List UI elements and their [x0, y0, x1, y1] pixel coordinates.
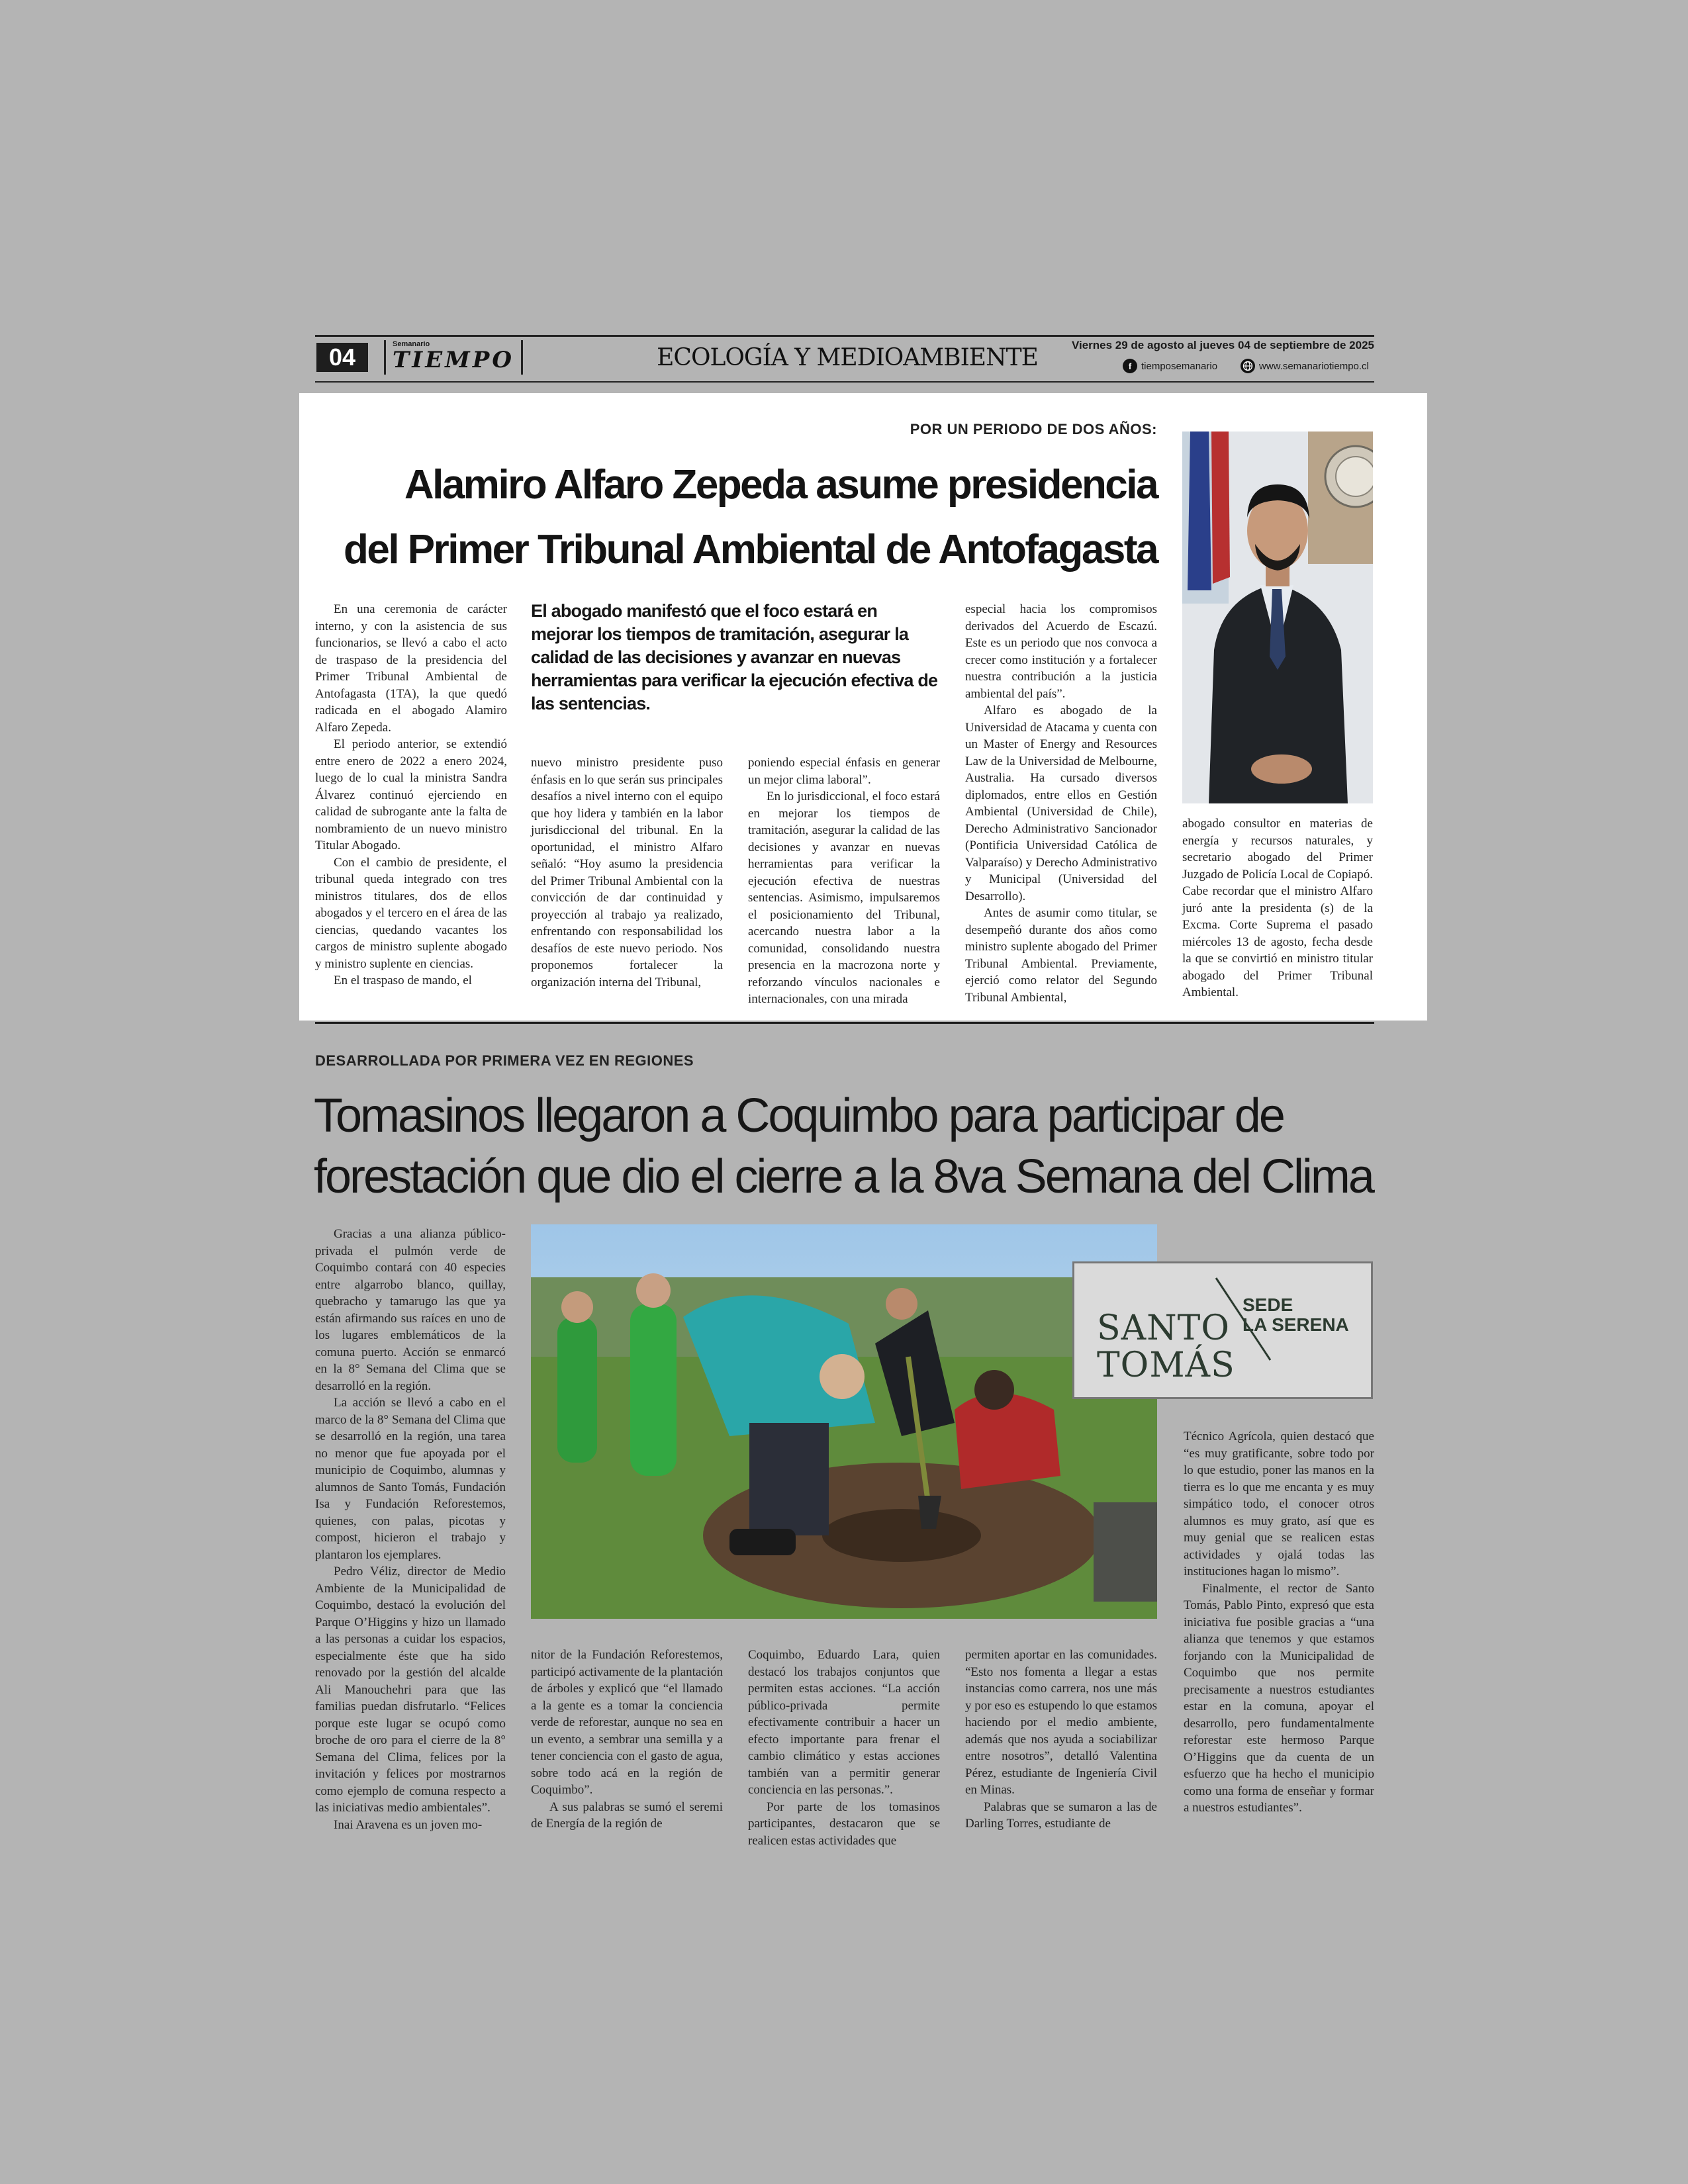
- article2-kicker: DESARROLLADA POR PRIMERA VEZ EN REGIONES: [315, 1052, 694, 1069]
- paragraph: permiten aportar en las comunidades. “Esto nos fomenta a llegar a estas instancias como carrera, nos une más y por eso es estupendo lo que estamos haciendo por el medio ambiente, además que nos ayuda a sociabilizar entre nosotros”, detalló Valentina Pérez, estudiante de Ingeniería Civil en Minas.: [965, 1648, 1157, 1797]
- logo-name: [1097, 1310, 1235, 1384]
- santo-tomas-logo: [1072, 1261, 1373, 1399]
- logo-line2: TOMÁS: [1097, 1345, 1235, 1385]
- article2-col4: [965, 1647, 1157, 1833]
- article1-lead: El abogado manifestó que el foco estará en mejorar los tiempos de tramitación, asegurar la calidad de las decisiones y avanzar en nuevas herramientas para verificar la ejecución efectiva de las sentencias.: [531, 601, 938, 713]
- paragraph: Inai Aravena es un joven mo-: [334, 1817, 483, 1832]
- paragraph: Antes de asumir como titular, se desempeñó durante dos años como ministro suplente abogado del Primer Tribunal Ambiental. Previamente, ejerció como relator del Segundo Tribunal Ambiental,: [965, 906, 1157, 1005]
- website: [1241, 359, 1369, 373]
- paragraph: Con el cambio de presidente, el tribunal queda integrado con tres ministros titulares, dos de ellos abogados y el tercero en el área de las ciencias, quedando vacantes los cargos de ministro suplente abogado y ministro suplente en ciencias.: [315, 855, 507, 971]
- paragraph: La acción se llevó a cabo en el marco de la 8° Semana del Clima que se desarrolló en la región, una tarea no menor que fue apoyada por el municipio de Coquimbo, alumnas y alumnos de Santo Tomás, Fundación Isa y Fundación Reforestemos, quienes, con palas, picotas y compost, hicieron el trabajo y plantaron los ejemplares.: [315, 1396, 506, 1562]
- article2-col1: [315, 1226, 506, 1833]
- paragraph: Gracias a una alianza público-privada el pulmón verde de Coquimbo contará con 40 especies entre algarrobo blanco, quillay, quebracho y tamarugo las que ya están afirmando sus raíces en uno de los lugares emblemáticos de la comuna puerto. Acción se enmarcó en la 8° Semana del Clima que se desarrolló en la región.: [315, 1227, 506, 1393]
- portrait-photo: [1182, 432, 1373, 803]
- facebook-handle: [1123, 359, 1217, 373]
- article2-headline-line1: Tomasinos llegaron a Coquimbo para participar de: [314, 1089, 1284, 1142]
- paragraph: En una ceremonia de carácter interno, y con la asistencia de sus funcionarios, se llevó a cabo el acto de traspaso de la presidencia del Primer Tribunal Ambiental de Antofagasta (1TA), la que quedó radicada en el abogado Alamiro Alfaro Zepeda.: [315, 602, 507, 735]
- paragraph: Finalmente, el rector de Santo Tomás, Pablo Pinto, expresó que esta iniciativa fue posible gracias a “una alianza que tenemos y que estamos forjando con la Municipalidad de Coquimbo que nos permite precisamente a nuestros estudiantes estar en la comuna, apoyar el desarrollo, pero fundamentalmente reforestar este hermoso Parque O’Higgins que da cuenta de un esfuerzo que ha hecho el municipio como una forma de enseñar y formar a nuestros estudiantes”.: [1184, 1581, 1374, 1815]
- article1-col2: [531, 754, 723, 991]
- article1-kicker: POR UN PERIODO DE DOS AÑOS:: [910, 421, 1157, 437]
- paragraph: Por parte de los tomasinos participantes, destacaron que se realicen estas actividades que: [748, 1799, 940, 1848]
- paragraph: abogado consultor en materias de energía y recursos naturales, y secretario abogado del Primer Juzgado de Policía Local de Copiapó. Cabe recordar que el ministro Alfaro juró ante la presidenta (s) de la Excma. Corte Suprema el pasado miércoles 13 de agosto, fecha desde la que se convirtió en ministro titular abogado del Primer Tribunal Ambiental.: [1182, 817, 1373, 999]
- masthead-small: Semanario: [393, 340, 430, 348]
- masthead-brand: TIEMPO: [393, 347, 514, 373]
- paragraph: Coquimbo, Eduardo Lara, quien destacó los trabajos conjuntos que permiten estas acciones. “La acción público-privada permite efectivamente contribuir a hacer un efecto importante para frenar el cambio climático y estas acciones también van a permitir generar conciencia en las personas.”.: [748, 1648, 940, 1797]
- paragraph: En lo jurisdiccional, el foco estará en mejorar los tiempos de tramitación, asegurar la calidad de las decisiones y avanzar en nuevas herramientas para verificar la ejecución efectiva de nuestras sentencias. Asimismo, impulsaremos el posicionamiento del Tribunal, acercando nuestra labor a la comunidad, consolidando nuestra presencia en la macrozona norte y reforzando vínculos nacionales e internacionales, con una mirada: [748, 790, 940, 1006]
- page-number: 04: [316, 343, 368, 372]
- header-bottom-rule: [315, 381, 1374, 383]
- article1-headline-line1: Alamiro Alfaro Zepeda asume presidencia: [404, 462, 1157, 508]
- article2-headline: [314, 1085, 1399, 1207]
- article1-col3: [748, 754, 940, 1008]
- logo-line1: SANTO: [1097, 1308, 1230, 1348]
- article-tribunal: [299, 393, 1427, 1021]
- paragraph: especial hacia los compromisos derivados del Acuerdo de Escazú. Este es un periodo que nos convoca a crecer como institución y a fortalecer nuestra contribución a la justicia ambiental del país”.: [965, 602, 1157, 701]
- masthead: [384, 340, 523, 375]
- article1-headline-line2: del Primer Tribunal Ambiental de Antofagasta: [344, 527, 1157, 572]
- article1-col1: [315, 601, 507, 989]
- article-divider: [315, 1022, 1374, 1024]
- paragraph: nitor de la Fundación Reforestemos, participó activamente de la plantación de árboles y explicó que “el llamado a la gente es a tomar la conciencia verde de reforestar, aunque no sea en un evento, a sembrar una semilla y a tener conciencia con el gasto de agua, sobre todo acá en la región de Coquimbo”.: [531, 1648, 723, 1797]
- paragraph: El periodo anterior, se extendió entre enero de 2022 a enero 2024, luego de lo cual la ministra Sandra Álvarez continuó ejerciendo en calidad de subrogante ante la falta de nombramiento de un nuevo ministro Titular Abogado.: [315, 737, 507, 852]
- article2-col2: [531, 1647, 723, 1833]
- tree-planting-photo: [531, 1224, 1157, 1619]
- article2-col3: [748, 1647, 940, 1849]
- header-top-rule: [315, 335, 1374, 337]
- logo-sede-line1: SEDE: [1243, 1295, 1293, 1315]
- facebook-icon: f: [1123, 359, 1137, 373]
- paragraph: poniendo especial énfasis en generar un mejor clima laboral”.: [748, 756, 940, 787]
- dateline: Viernes 29 de agosto al jueves 04 de septiembre de 2025: [1071, 339, 1374, 351]
- paragraph: nuevo ministro presidente puso énfasis en lo que serán sus principales desafíos a nivel interno con el equipo que hoy lidera y también en la labor jurisdiccional del tribunal. En la oportunidad, el ministro Alfaro señaló: “Hoy asumo la presidencia del Primer Tribunal Ambiental con la convicción de dar continuidad y proyección al trabajo ya realizado, enfrentando con responsabilidad los desafíos de este nuevo periodo. Nos proponemos fortalecer la organización interna del Tribunal,: [531, 756, 723, 989]
- paragraph: A sus palabras se sumó el seremi de Energía de la región de: [531, 1799, 723, 1831]
- article1-headline: [312, 453, 1157, 582]
- logo-sede: [1243, 1295, 1349, 1335]
- globe-icon: [1241, 359, 1255, 373]
- paragraph: Pedro Véliz, director de Medio Ambiente de la Municipalidad de Coquimbo, destacó la evolución del Parque O’Higgins y hizo un llamado a las personas a cuidar los espacios, especialmente éste que ha sido renovado por la gestión del alcalde Ali Manouchehri para que las familias puedan disfrutarlo. “Felices porque este lugar se ocupó como broche de oro para el cierre de la 8° Semana del Clima, felices por la invitación y felices por mostrarnos como ejemplo de comuna respecto a las iniciativas medio ambientales”.: [315, 1565, 506, 1815]
- article2-col5: [1184, 1428, 1374, 1817]
- section-title: ECOLOGÍA Y MEDIOAMBIENTE: [657, 344, 1038, 371]
- article1-col5: [1182, 815, 1373, 1001]
- logo-sede-line2: LA SERENA: [1243, 1314, 1349, 1335]
- article1-col4: [965, 601, 1157, 1006]
- facebook-text: tiemposemanario: [1141, 360, 1218, 372]
- paragraph: Palabras que se sumaron a las de Darling Torres, estudiante de: [965, 1799, 1157, 1831]
- website-text: www.semanariotiempo.cl: [1259, 360, 1369, 372]
- article2-headline-line2: forestación que dio el cierre a la 8va Semana del Clima: [314, 1150, 1373, 1203]
- paragraph: Alfaro es abogado de la Universidad de Atacama y cuenta con un Master of Energy and Resources Law de la Universidad de Melbourne, Australia. Ha cursado diversos diplomados, entre ellos en Gestión Ambiental (Universidad de Chile), Derecho Administrativo Sancionador (Pontificia Universidad Católica de Valparaíso) y Derecho Administrativo y Municipal (Universidad del Desarrollo).: [965, 704, 1157, 903]
- paragraph: Técnico Agrícola, quien destacó que “es muy gratificante, sobre todo por lo que estudio, poner las manos en la tierra es lo que me encanta y es muy simpático todo, el conocer otros alumnos es muy grato, así que es muy genial que se realicen estas actividades y ojalá todas las instituciones hagan lo mismo”.: [1184, 1430, 1374, 1578]
- paragraph: En el traspaso de mando, el: [334, 974, 472, 987]
